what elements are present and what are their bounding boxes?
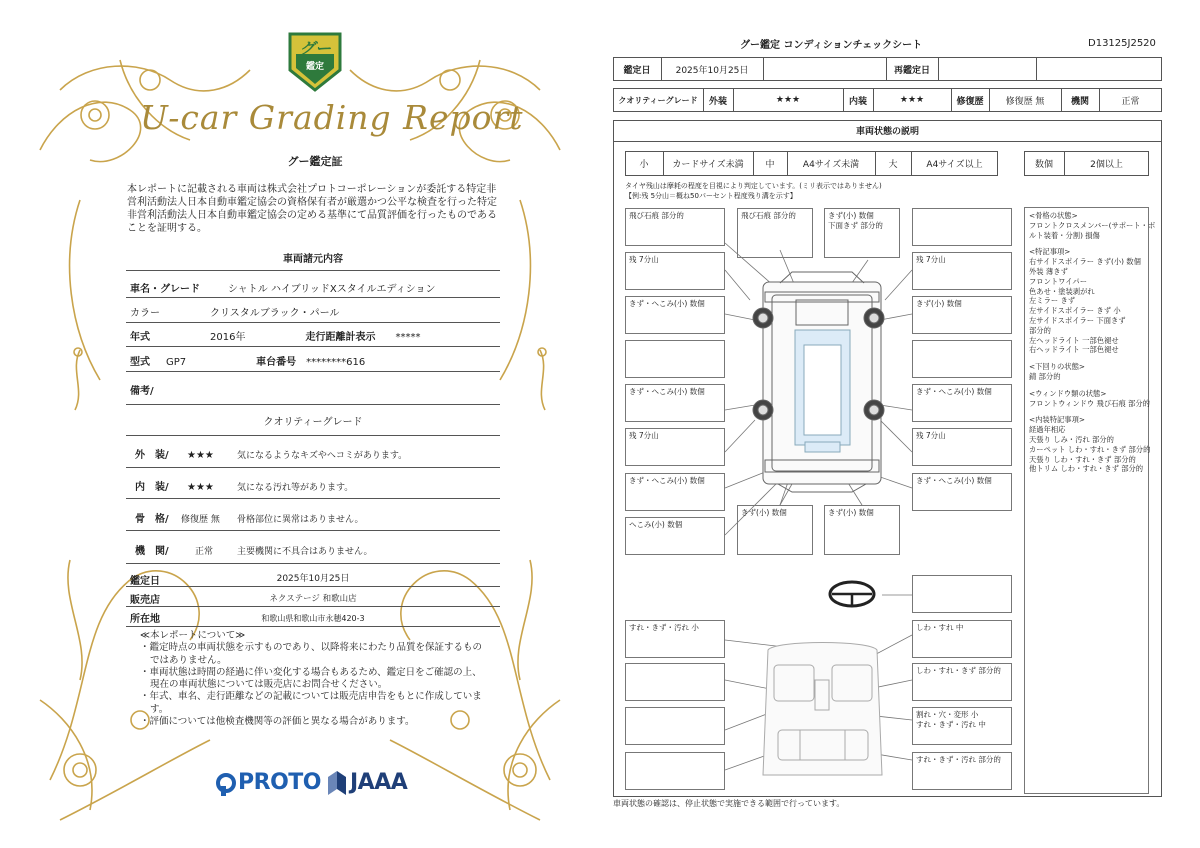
note-item: ・年式、車名、走行距離などの記載については販売店申告をもとに作成しています。 — [140, 691, 482, 715]
damage-box: きず(小) 数個 — [737, 505, 813, 555]
date-value: 2025年10月25日 — [276, 574, 350, 584]
damage-box: きず(小) 数個 — [824, 505, 900, 555]
remark-line: 右サイドスポイラー きず(小) 数個 — [1029, 257, 1141, 267]
grade-repair-label: 修復歴 — [956, 96, 984, 107]
quality-title: クオリティーグレード — [263, 417, 363, 428]
frame-desc: 骨格部位に異常はありません。 — [237, 515, 364, 525]
model-label: 型式 — [130, 357, 150, 368]
ext-label: 外 装/ — [135, 450, 169, 461]
remark-line — [1029, 240, 1144, 247]
remark-line: フロントワイパー — [1029, 276, 1088, 286]
int-label: 内 装/ — [135, 482, 169, 493]
badge-top-text: グー — [298, 39, 331, 58]
date-label: 鑑定日 — [130, 576, 160, 587]
tire-example: 【例:残 5分山＝概ね50パーセント程度残り溝を示す】 — [625, 192, 797, 200]
sheet-footer: 車両状態の確認は、停止状態で実施できる範囲で行っています。 — [613, 799, 845, 808]
frame-value: 修復歴 無 — [181, 515, 220, 525]
grade-ext-value: ★★★ — [775, 95, 801, 105]
legend-m-desc: A4サイズ未満 — [802, 160, 860, 170]
divider — [126, 404, 500, 405]
tire-box: 残 7分山 — [912, 428, 1012, 466]
color-value: クリスタルブラック・パール — [210, 308, 340, 319]
section-title: 車両状態の説明 — [613, 120, 1162, 142]
notes-title: ≪本レポートについて≫ — [140, 630, 246, 641]
remark-line: <ウィンドウ類の状態> — [1029, 388, 1107, 398]
note-item: ・鑑定時点の車両状態を示すものであり、以降将来にわたり品質を保証するものではありません。 — [140, 642, 483, 666]
ext-desc: 気になるようなキズやヘコミがあります。 — [237, 451, 408, 461]
grade-engine-value: 正常 — [1121, 96, 1140, 107]
tire-box: 残 7分山 — [912, 252, 1012, 290]
remark-line — [1029, 382, 1144, 389]
jaaa-logo-icon — [327, 770, 347, 796]
remark-line: <特記事項> — [1029, 247, 1071, 257]
divider — [126, 322, 500, 323]
remarks-panel — [1024, 207, 1156, 794]
remark-line: 左ヘッドライト 一部色褪せ — [1029, 335, 1119, 345]
remark-line: 左ミラー きず — [1029, 296, 1076, 306]
color-label: カラー — [130, 308, 160, 319]
year-label: 年式 — [130, 332, 150, 343]
name-value: シャトル ハイブリッドXスタイルエディション — [228, 284, 436, 295]
spec-title: 車両諸元内容 — [283, 254, 343, 265]
grade-ext-label: 外装 — [708, 96, 727, 107]
damage-line: きず(小) 数個 — [828, 211, 874, 220]
damage-box: へこみ(小) 数個 — [625, 517, 725, 555]
tire-box: 残 7分山 — [625, 252, 725, 290]
damage-box — [912, 340, 1012, 378]
damage-box: 飛び石痕 部分的 — [737, 208, 813, 258]
interior-box: しわ・すれ 中 — [912, 620, 1012, 658]
mileage-label: 走行距離計表示 — [305, 332, 376, 343]
remark-line: 経過年相応 — [1029, 425, 1066, 435]
damage-box: きず(小) 数個 — [912, 296, 1012, 334]
damage-line: 下面きず 部分的 — [828, 221, 883, 230]
shop-label: 販売店 — [130, 595, 160, 606]
remark-line: 他トリム しわ・すれ・きず 部分的 — [1029, 464, 1144, 474]
interior-box — [912, 707, 1012, 745]
remark-line: 錆 部分的 — [1029, 371, 1061, 381]
header-date-label: 鑑定日 — [623, 65, 651, 76]
divider — [126, 371, 500, 372]
grade-engine-label: 機関 — [1070, 96, 1089, 107]
legend-l-desc: A4サイズ以上 — [926, 160, 983, 170]
addr-value: 和歌山県和歌山市永穂420-3 — [261, 614, 365, 623]
damage-box — [912, 208, 1012, 246]
engine-label: 機 関/ — [135, 546, 169, 557]
engine-desc: 主要機関に不具合はありません。 — [237, 547, 373, 557]
chassis-value: ********616 — [306, 357, 366, 368]
doc-id: D13125J2520 — [1088, 38, 1156, 49]
header-redate-label: 再鑑定日 — [893, 65, 930, 76]
proto-logo-text: PROTO — [238, 770, 321, 795]
remark-line: <骨格の状態> — [1029, 211, 1078, 220]
remark-line: フロントクロスメンバー(サポート・ボ — [1029, 220, 1156, 230]
remark-line: 右ヘッドライト 一部色褪せ — [1029, 345, 1119, 355]
mileage-value: ***** — [395, 332, 421, 343]
damage-box: きず・へこみ(小) 数個 — [625, 384, 725, 422]
legend-count-desc: 2個以上 — [1090, 160, 1123, 170]
grade-label: クオリティーグレード — [618, 95, 698, 105]
divider — [126, 626, 500, 627]
interior-box: しわ・すれ・きず 部分的 — [912, 663, 1012, 701]
year-value: 2016年 — [210, 332, 246, 343]
damage-box — [625, 340, 725, 378]
remark-line: 部分的 — [1029, 325, 1051, 335]
interior-box — [625, 663, 725, 701]
cert-text: 本レポートに記載される車両は株式会社プロトコーポレーションが委託する特定非営利活動法人日本自動車鑑定協会の資格保有者が厳選かつ公平な検査を行った特定非営利活動法人日本自動車鑑定協会の定める基準にて品質評価を行ったものであることを証明する。 — [127, 184, 497, 234]
report-notes — [140, 630, 490, 728]
engine-value: 正常 — [195, 547, 214, 557]
interior-box — [912, 575, 1012, 613]
tire-box: 残 7分山 — [625, 428, 725, 466]
tire-note: タイヤ残山は摩耗の程度を目視により判定しています。(ミリ表示ではありません) — [625, 182, 882, 190]
damage-box — [824, 208, 900, 258]
damage-box: きず・へこみ(小) 数個 — [625, 296, 725, 334]
damage-box: 飛び石痕 部分的 — [625, 208, 725, 246]
divider — [126, 270, 500, 271]
remark-line: 天張り しみ・汚れ 部分的 — [1029, 434, 1114, 444]
name-label: 車名・グレード — [130, 284, 200, 295]
interior-line: 割れ・穴・変形 小 — [916, 710, 979, 719]
divider — [126, 563, 500, 564]
grade-repair-value: 修復歴 無 — [1005, 96, 1045, 107]
remarks-label: 備考/ — [130, 386, 154, 397]
divider — [126, 435, 500, 436]
interior-box — [625, 752, 725, 790]
remark-line: <内装特記事項> — [1029, 415, 1086, 425]
divider — [126, 606, 500, 607]
legend-s: 小 — [639, 160, 649, 170]
ext-value: ★★★ — [187, 450, 214, 461]
legend-s-desc: カードサイズ未満 — [672, 160, 744, 170]
chassis-label: 車台番号 — [256, 357, 297, 368]
remark-line: 左サイドスポイラー 下面きず — [1029, 315, 1126, 325]
remark-line: <下回りの状態> — [1029, 362, 1086, 372]
grade-int-label: 内装 — [848, 96, 867, 107]
legend-count: 数個 — [1034, 160, 1053, 170]
cert-title: グー鑑定証 — [287, 155, 343, 168]
model-value: GP7 — [166, 357, 187, 368]
interior-box — [625, 707, 725, 745]
damage-box: きず・へこみ(小) 数個 — [625, 473, 725, 511]
frame-label: 骨 格/ — [135, 514, 169, 525]
divider — [126, 297, 500, 298]
note-item: ・車両状態は時間の経過に伴い変化する場合もあるため、鑑定日をご確認の上、現在の車両状態については販売店にお問合せください。 — [140, 666, 482, 691]
remark-line: 外装 薄きず — [1029, 266, 1068, 276]
remark-line: 左サイドスポイラー きず 小 — [1029, 306, 1121, 316]
grade-int-value: ★★★ — [899, 95, 925, 105]
addr-label: 所在地 — [130, 614, 160, 625]
header-date-value: 2025年10月25日 — [675, 65, 749, 76]
legend-l: 大 — [888, 160, 898, 170]
interior-line: すれ・きず・汚れ 中 — [916, 720, 986, 729]
report-script-title: U-car Grading Report — [140, 98, 524, 137]
divider — [126, 346, 500, 347]
note-item: ・評価については他検査機関等の評価と異なる場合があります。 — [140, 716, 415, 728]
legend-m: 中 — [765, 160, 775, 170]
interior-box: すれ・きず・汚れ 部分的 — [912, 752, 1012, 790]
shop-value: ネクステージ 和歌山店 — [269, 594, 357, 604]
divider — [126, 530, 500, 531]
damage-box: きず・へこみ(小) 数個 — [912, 473, 1012, 511]
remark-line — [1029, 355, 1144, 362]
remark-line: カーペット しわ・すれ・きず 部分的 — [1029, 444, 1151, 454]
int-value: ★★★ — [187, 482, 214, 493]
remark-line — [1029, 408, 1144, 415]
sheet-title: グー鑑定 コンディションチェックシート — [740, 40, 923, 51]
divider — [126, 498, 500, 499]
badge-bottom-text: 鑑定 — [305, 62, 324, 72]
proto-logo-icon — [215, 772, 237, 796]
jaaa-logo-text: JAAA — [350, 770, 408, 795]
interior-box: すれ・きず・汚れ 小 — [625, 620, 725, 658]
remark-line: ルト装着・分割) 損傷 — [1029, 230, 1100, 240]
remark-line: フロントウィンドウ 飛び石痕 部分的 — [1029, 398, 1150, 408]
remark-line: 天張り しわ・すれ・きず 部分的 — [1029, 454, 1136, 464]
divider — [126, 467, 500, 468]
int-desc: 気になる汚れ等があります。 — [237, 483, 354, 493]
remark-line: 色あせ・塗装剥がれ — [1029, 286, 1095, 296]
divider — [126, 586, 500, 587]
damage-box: きず・へこみ(小) 数個 — [912, 384, 1012, 422]
